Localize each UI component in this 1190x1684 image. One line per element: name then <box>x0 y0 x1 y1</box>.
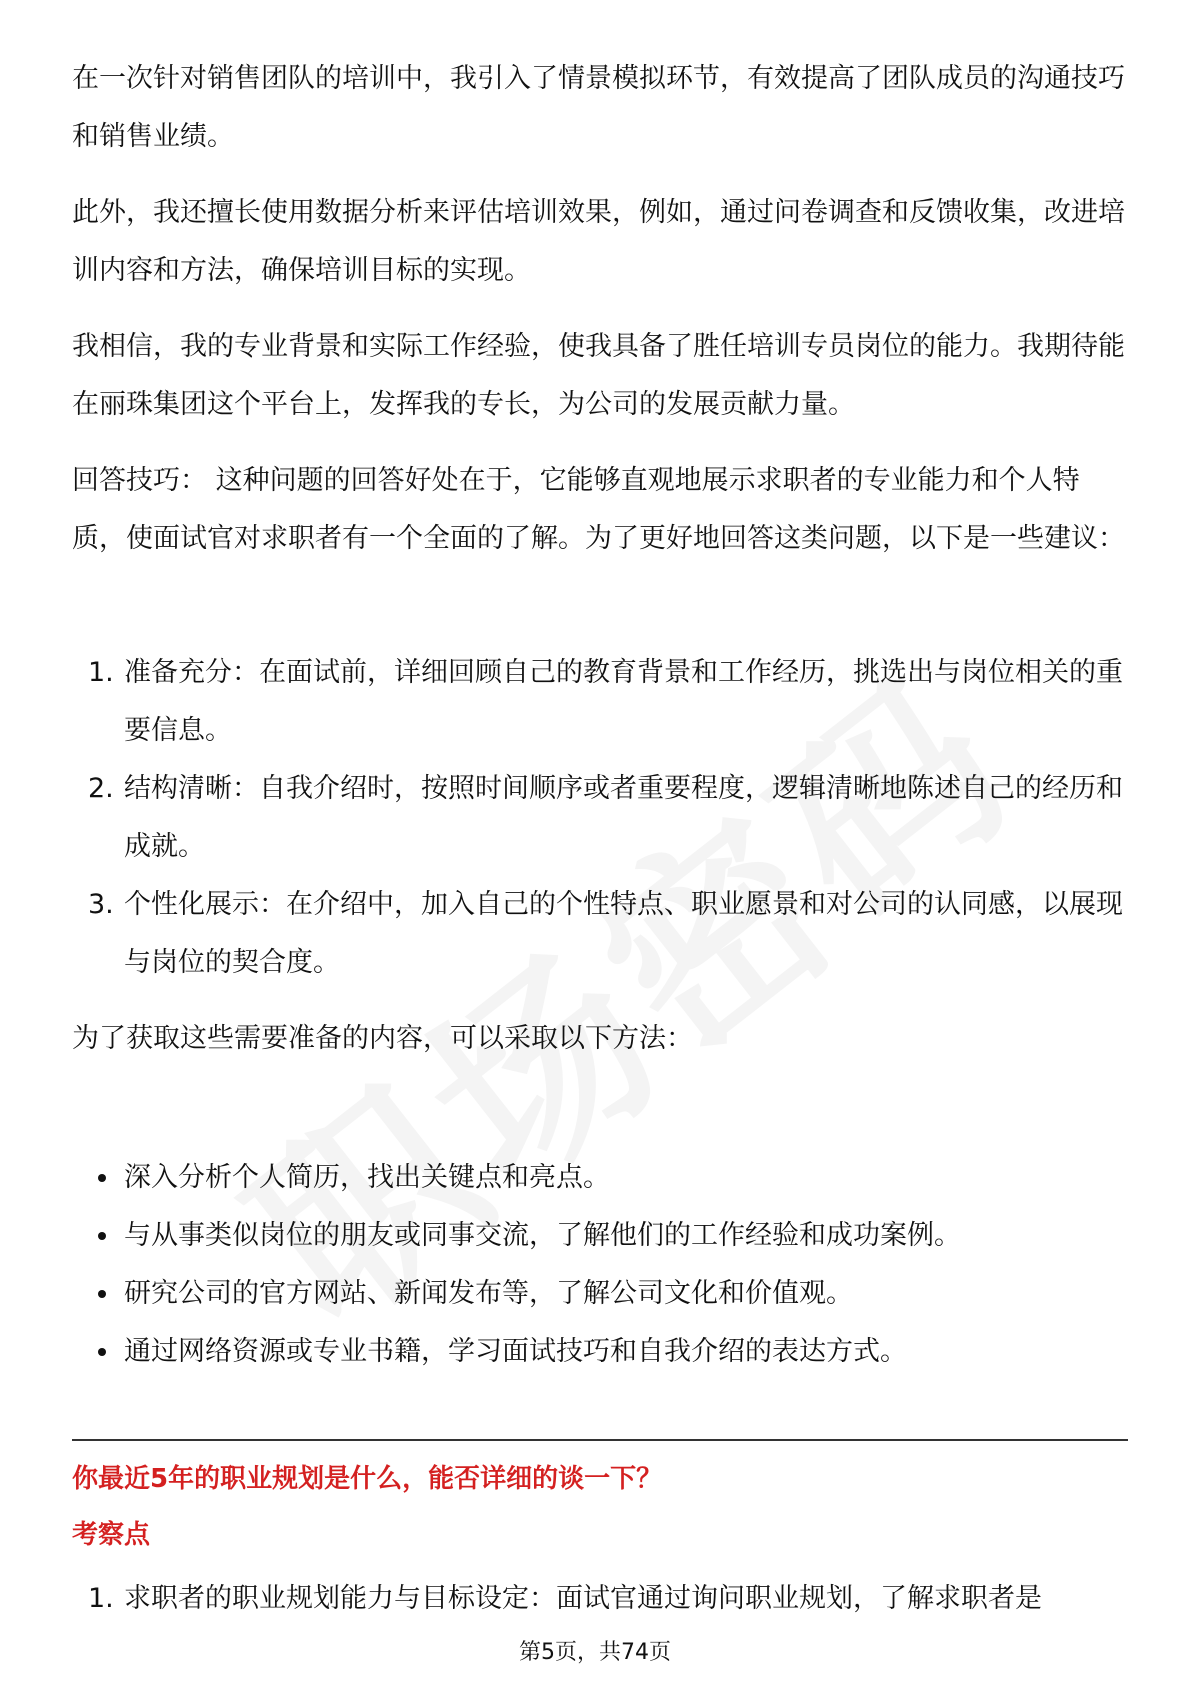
bullet-icon <box>98 1290 106 1298</box>
bullet-icon <box>98 1174 106 1182</box>
list-item-number: 1. <box>88 657 114 688</box>
list-item-text: 深入分析个人简历，找出关键点和亮点。 <box>124 1162 610 1193</box>
paragraph-data-analysis: 此外，我还擅长使用数据分析来评估培训效果，例如，通过问卷调查和反馈收集，改进培训内容和方法，确保培训目标的实现。 <box>72 197 1125 286</box>
section-divider <box>72 1439 1128 1441</box>
list-item-text: 研究公司的官方网站、新闻发布等，了解公司文化和价值观。 <box>124 1278 853 1309</box>
bullet-icon <box>98 1232 106 1240</box>
list-item-text: 个性化展示：在介绍中，加入自己的个性特点、职业愿景和对公司的认同感，以展现与岗位的契合度。 <box>124 889 1123 978</box>
list-item-text: 求职者的职业规划能力与目标设定：面试官通过询问职业规划，了解求职者是 <box>124 1583 1042 1614</box>
question-title: 你最近5年的职业规划是什么，能否详细的谈一下？ <box>72 1464 663 1494</box>
list-item-text: 通过网络资源或专业书籍，学习面试技巧和自我介绍的表达方式。 <box>124 1336 907 1367</box>
list-item-number: 1. <box>88 1583 114 1614</box>
bullet-icon <box>98 1348 106 1356</box>
list-item-number: 3. <box>88 889 114 920</box>
paragraph-training-example: 在一次针对销售团队的培训中，我引入了情景模拟环节，有效提高了团队成员的沟通技巧和销售业绩。 <box>72 63 1125 152</box>
list-item-text: 准备充分：在面试前，详细回顾自己的教育背景和工作经历，挑选出与岗位相关的重要信息。 <box>124 657 1123 746</box>
page-footer: 第5页，共74页 <box>519 1640 671 1665</box>
paragraph-methods-intro: 为了获取这些需要准备的内容，可以采取以下方法： <box>72 1023 693 1054</box>
list-item-text: 结构清晰：自我介绍时，按照时间顺序或者重要程度，逻辑清晰地陈述自己的经历和成就。 <box>124 773 1123 862</box>
list-item-number: 2. <box>88 773 114 804</box>
list-item-text: 与从事类似岗位的朋友或同事交流，了解他们的工作经验和成功案例。 <box>124 1220 961 1251</box>
section-label: 考察点 <box>72 1520 151 1550</box>
paragraph-answer-tips: 回答技巧： 这种问题的回答好处在于，它能够直观地展示求职者的专业能力和个人特质，使面试官对求职者有一个全面的了解。为了更好地回答这类问题，以下是一些建议： <box>72 465 1125 554</box>
paragraph-confidence: 我相信，我的专业背景和实际工作经验，使我具备了胜任培训专员岗位的能力。我期待能在丽珠集团这个平台上，发挥我的专长，为公司的发展贡献力量。 <box>72 331 1125 420</box>
